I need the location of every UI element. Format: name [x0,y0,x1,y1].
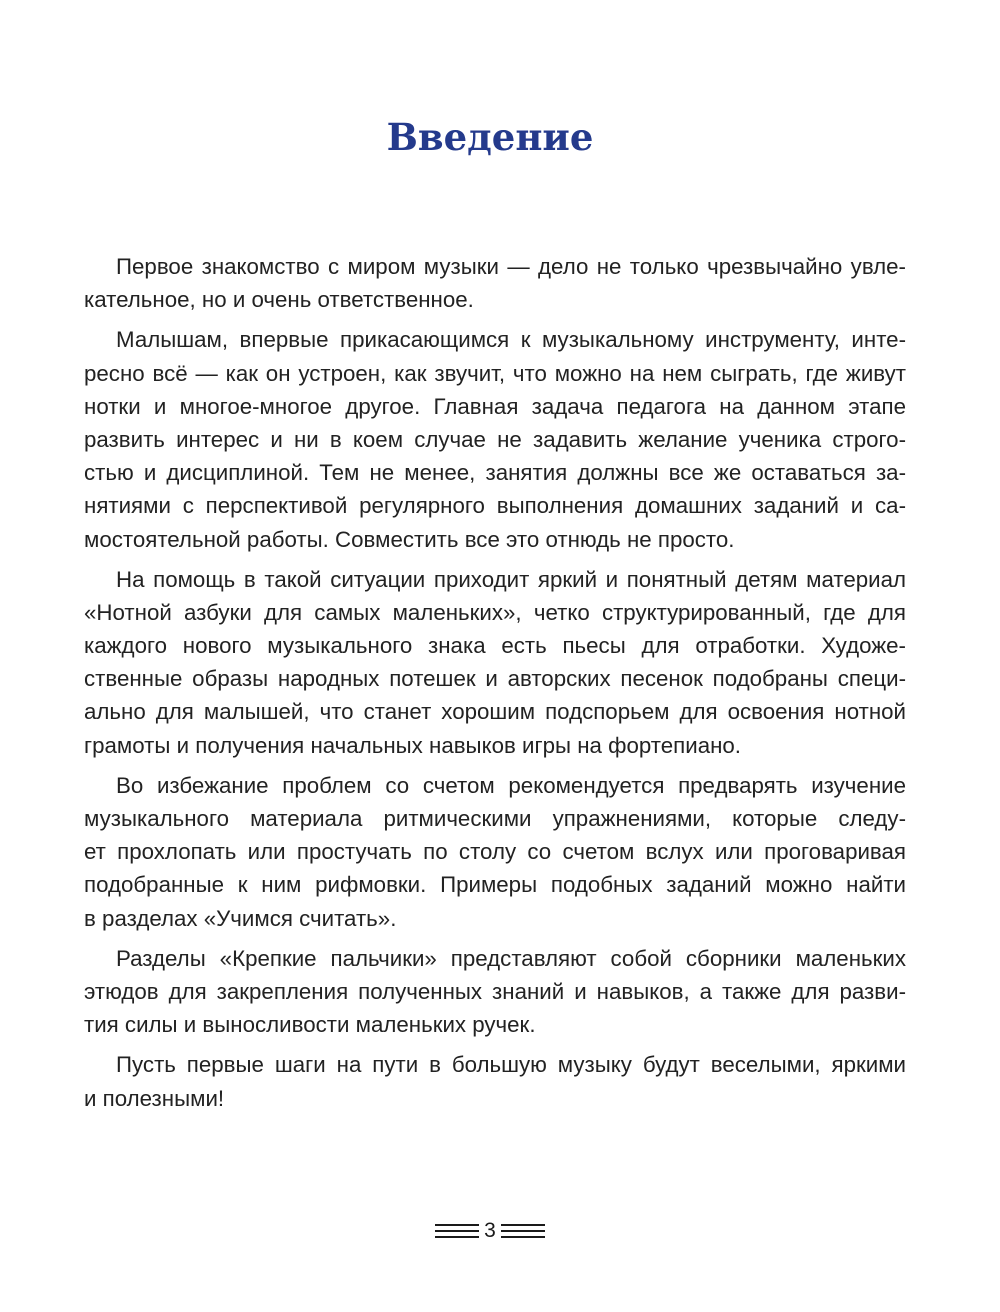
paragraph-line: развить интерес и ни в коем случае не задавить желание ученика строго- [84,426,906,452]
paragraph [84,250,906,316]
right-decorative-rule [501,1224,545,1238]
paragraph-line: кательное, но и очень ответственное. [84,287,474,313]
paragraph-line: На помощь в такой ситуации приходит яркий и понятный детям материал [116,566,906,592]
paragraph-line: ет прохлопать или простучать по столу со счетом вслух или проговаривая [84,839,906,865]
page-footer [0,1218,980,1244]
paragraph-line: ственные образы народных потешек и авторских песенок подобраны специ- [84,666,906,692]
paragraph-line: в разделах «Учимся считать». [84,905,397,931]
paragraph-line: музыкального материала ритмическими упражнениями, которые следу- [84,806,906,831]
paragraph-line: мостоятельной работы. Совместить все это отнюдь не просто. [84,526,735,552]
paragraph [84,769,906,935]
paragraph-line: ально для малышей, что станет хорошим подспорьем для освоения нотной [84,699,906,725]
paragraph-line: грамоты и получения начальных навыков игры на фортепиано. [84,732,742,758]
body-text [84,250,906,1122]
paragraph-line: Разделы «Крепкие пальчики» представляют собой сборники маленьких [116,945,906,971]
paragraph-line: этюдов для закрепления полученных знаний и навыков, а также для разви- [84,978,906,1004]
paragraph-line: тия силы и выносливости маленьких ручек. [84,1012,536,1038]
paragraph-line: подобранные к ним рифмовки. Примеры подобных заданий можно найти [84,872,906,898]
paragraph [84,1048,906,1114]
paragraph-line: стью и дисциплиной. Тем не менее, занятия должны все же оставаться за- [84,460,906,486]
paragraph [84,563,906,762]
paragraph-line: каждого нового музыкального знака есть пьесы для отработки. Художе- [84,633,906,659]
paragraph [84,942,906,1042]
paragraph-line: Первое знакомство с миром музыки — дело не только чрезвычайно увле- [116,254,906,279]
paragraph-line: и полезными! [84,1085,225,1111]
page-title: Введение [386,115,594,159]
paragraph-line: Малышам, впервые прикасающимся к музыкальному инструменту, инте- [116,327,906,353]
left-decorative-rule [435,1224,479,1238]
page-number: 3 [484,1219,496,1242]
paragraph-line: ресно всё — как он устроен, как звучит, что можно на нем сыграть, где живут [84,360,906,386]
paragraph-line: нотки и многое-многое другое. Главная задача педагога на данном этапе [84,393,906,419]
paragraph-line: нятиями с перспективой регулярного выполнения домашних заданий и са- [84,493,906,519]
paragraph-line: «Нотной азбуки для самых маленьких», четко структурированный, где для [84,599,906,625]
paragraph-line: Во избежание проблем со счетом рекомендуется предварять изучение [116,772,906,798]
paragraph-line: Пусть первые шаги на пути в большую музыку будут веселыми, яркими [116,1052,906,1078]
paragraph [84,323,906,555]
